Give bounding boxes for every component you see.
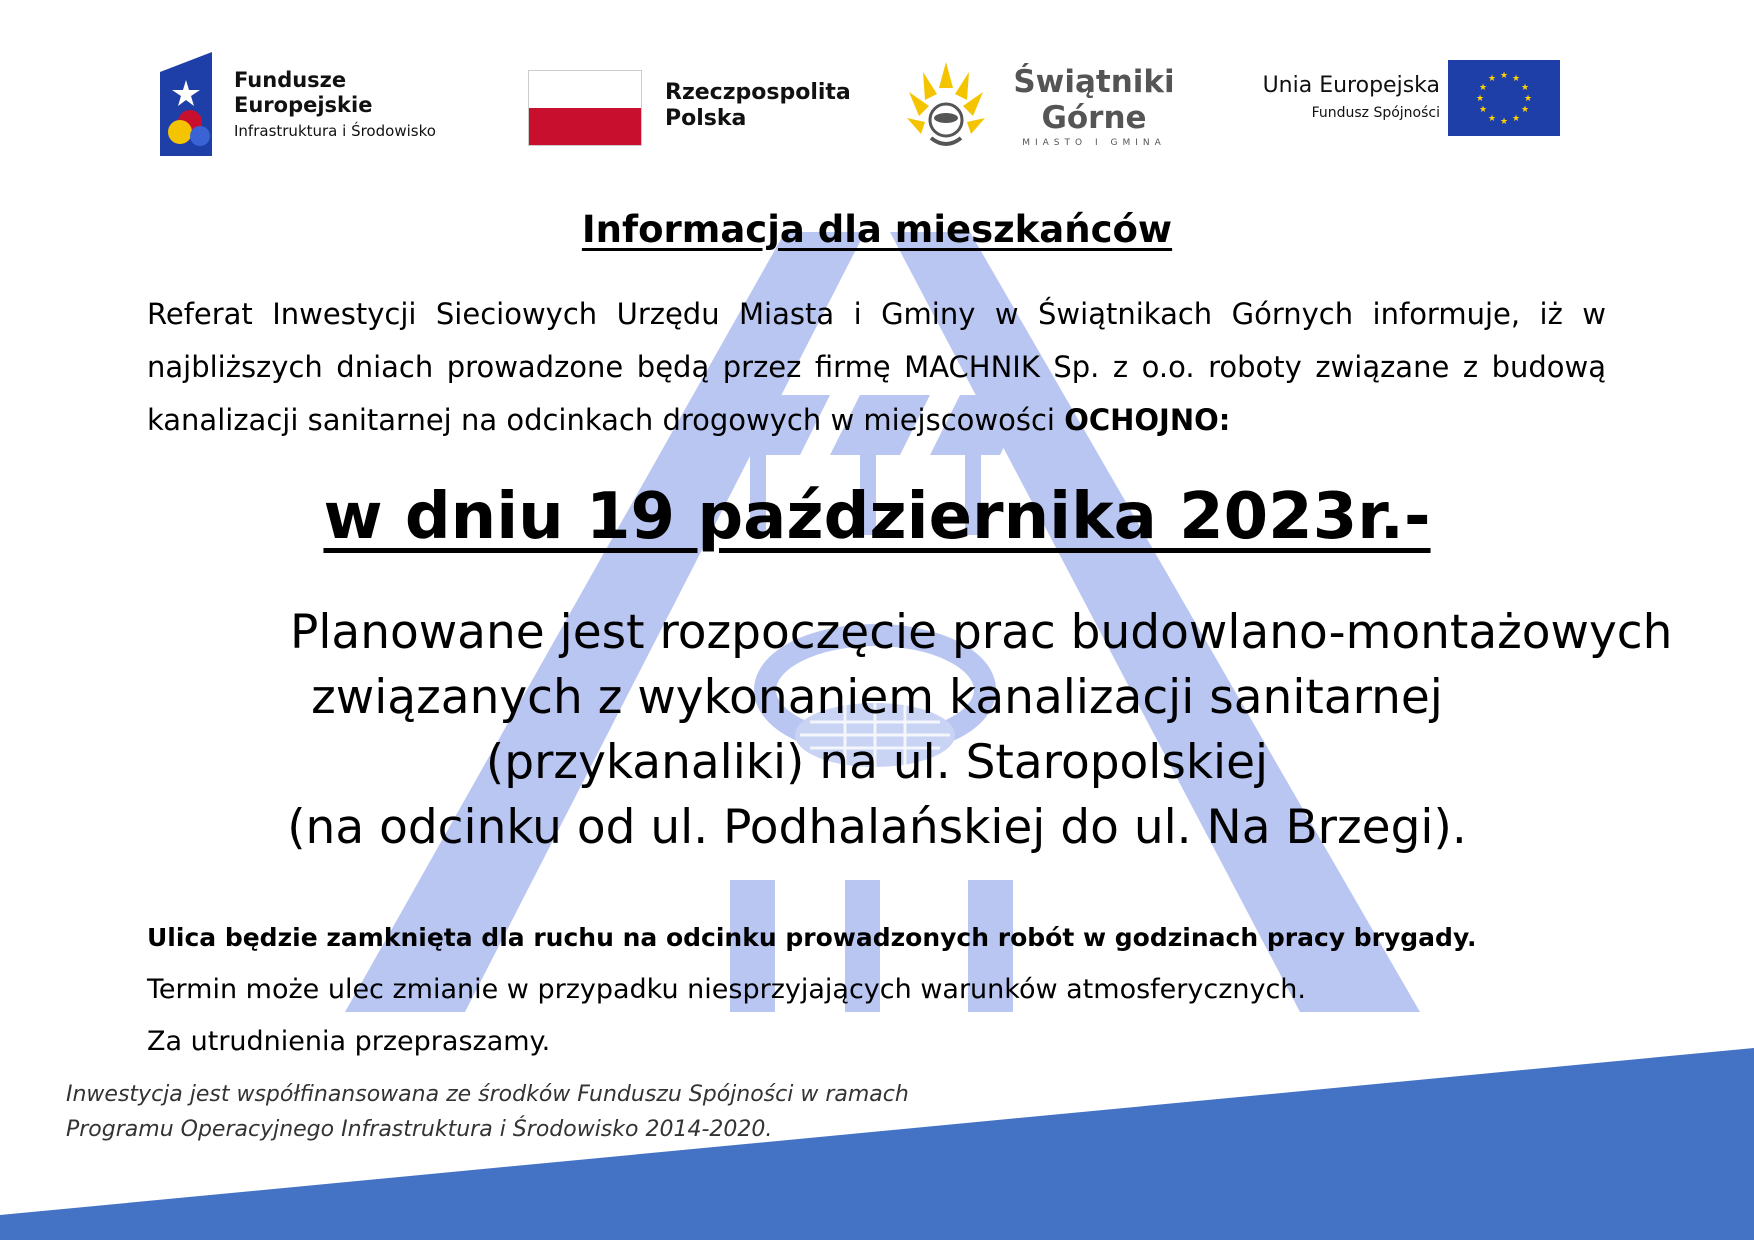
intro-text: Referat Inwestycji Sieciowych Urzędu Miasta i Gminy w Świątnikach Górnych informuje, iż w najbliższych dniach prowadzone będą przez firmę MACHNIK Sp. z o.o. roboty związane z budową kanalizacji sanitarnej na odcinkach drogowych w miejscowości — [147, 297, 1606, 437]
svg-text:★: ★ — [1475, 94, 1485, 104]
svg-text:★: ★ — [1520, 105, 1530, 115]
footer-line-1: Inwestycja jest współfinansowana ze środków Funduszu Spójności w ramach — [66, 1082, 909, 1107]
rp-line2: Polska — [665, 106, 747, 131]
svg-text:★: ★ — [1478, 105, 1488, 115]
svg-text:★: ★ — [1520, 83, 1530, 93]
ue-line1: Unia Europejska — [1262, 73, 1440, 98]
fe-line1: Fundusze — [234, 68, 347, 92]
logo-rzeczpospolita-polska — [528, 70, 868, 146]
plan-line-2: związanych z wykonaniem kanalizacji sanitarnej — [311, 670, 1443, 725]
fe-line2: Europejskie — [234, 93, 373, 117]
svg-text:★: ★ — [1478, 83, 1488, 93]
date-heading — [0, 480, 1754, 554]
notice-title — [0, 208, 1754, 251]
fe-line3: Infrastruktura i Środowisko — [234, 122, 436, 140]
svg-text:★: ★ — [1499, 71, 1509, 81]
plan-line-4: (na odcinku od ul. Podhalańskiej do ul. Na Brzegi). — [287, 800, 1467, 855]
svg-text:★: ★ — [1511, 114, 1521, 124]
logo-fundusze-europejskie — [160, 52, 460, 156]
plan-line-1: Planowane jest rozpoczęcie prac budowlano-montażowych — [290, 605, 1673, 660]
svg-text:★: ★ — [1499, 117, 1509, 127]
additional-info — [147, 912, 1607, 1068]
poland-flag-icon — [528, 70, 642, 146]
coat-of-arms-icon — [903, 58, 989, 154]
location-name: OCHOJNO: — [1064, 403, 1231, 437]
logo-unia-europejska — [1220, 60, 1560, 140]
sg-line2: Górne — [1041, 100, 1147, 136]
planned-works — [100, 600, 1673, 860]
notice-title-text: Informacja dla mieszkańców — [581, 208, 1173, 251]
cofinancing-note — [66, 1077, 1066, 1147]
road-closure-text: Ulica będzie zamknięta dla ruchu na odcinku prowadzonych robót w godzinach pracy brygady. — [147, 923, 1477, 952]
footer-line-2: Programu Operacyjnego Infrastruktura i Środowisko 2014-2020. — [66, 1117, 773, 1142]
fe-star-icon — [160, 52, 212, 156]
sg-tagline: MIASTO I GMINA — [1022, 138, 1166, 148]
sg-line1: Świątniki — [1013, 64, 1175, 100]
svg-text:★: ★ — [1487, 114, 1497, 124]
ue-line2: Fundusz Spójności — [1311, 105, 1440, 121]
rp-line1: Rzeczpospolita — [665, 80, 851, 105]
plan-line-3: (przykanaliki) na ul. Staropolskiej — [485, 735, 1269, 790]
svg-text:★: ★ — [1523, 94, 1533, 104]
apology-text: Za utrudnienia przepraszamy. — [147, 1026, 551, 1057]
svg-text:★: ★ — [1511, 74, 1521, 84]
eu-flag-icon — [1448, 60, 1560, 136]
weather-text: Termin może ulec zmianie w przypadku niesprzyjających warunków atmosferycznych. — [147, 974, 1306, 1005]
intro-paragraph — [147, 288, 1606, 447]
svg-text:★: ★ — [1487, 74, 1497, 84]
date-text: w dniu 19 października 2023r.- — [323, 480, 1431, 554]
logo-swiatniki-gorne — [903, 58, 1183, 154]
